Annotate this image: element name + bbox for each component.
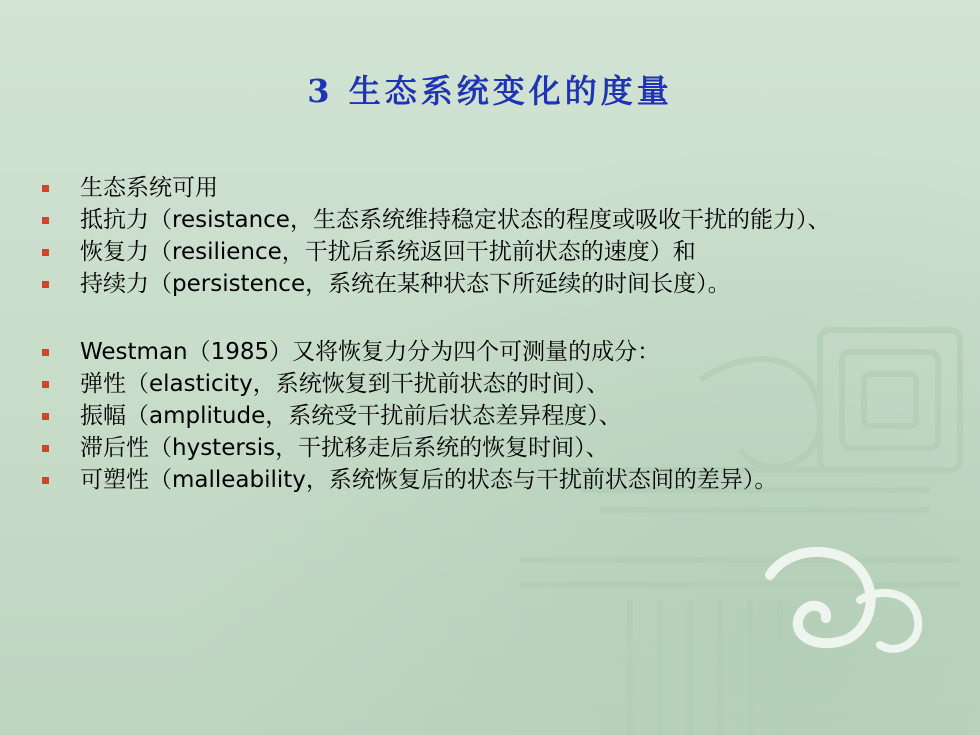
square-bullet-icon (42, 185, 49, 192)
square-bullet-icon (42, 413, 49, 420)
list-item-text: 可塑性（malleability，系统恢复后的状态与干扰前状态间的差异）。 (80, 467, 778, 493)
list-item-text: Westman（1985）又将恢复力分为四个可测量的成分： (80, 339, 661, 365)
square-bullet-icon (42, 217, 49, 224)
list-item-text: 抵抗力（resistance，生态系统维持稳定状态的程度或吸收干扰的能力）、 (80, 207, 831, 233)
list-item (38, 236, 918, 268)
list-item (38, 268, 918, 300)
list-item (38, 204, 918, 236)
list-item (38, 400, 918, 432)
cloud-scroll-ornament (770, 552, 918, 649)
list-item (38, 464, 918, 496)
list-item-text: 弹性（elasticity，系统恢复到干扰前状态的时间）、 (80, 371, 610, 397)
square-bullet-icon (42, 445, 49, 452)
square-bullet-icon (42, 381, 49, 388)
square-bullet-icon (42, 477, 49, 484)
list-item-text: 恢复力（resilience，干扰后系统返回干扰前状态的速度）和 (80, 239, 696, 265)
list-item-text: 生态系统可用 (80, 175, 218, 201)
square-bullet-icon (42, 249, 49, 256)
list-item-text: 持续力（persistence，系统在某种状态下所延续的时间长度）。 (80, 271, 731, 297)
list-item (38, 336, 918, 368)
square-bullet-icon (42, 349, 49, 356)
list-item (38, 368, 918, 400)
list-item (38, 172, 918, 204)
square-bullet-icon (42, 281, 49, 288)
slide-title: 3 生态系统变化的度量 (307, 72, 673, 110)
list-item (38, 432, 918, 464)
spacer (38, 300, 918, 336)
list-item-text: 滞后性（hystersis，干扰移走后系统的恢复时间）、 (80, 435, 609, 461)
list-item-text: 振幅（amplitude，系统受干扰前后状态差异程度）、 (80, 403, 622, 429)
bullet-list (38, 172, 918, 496)
